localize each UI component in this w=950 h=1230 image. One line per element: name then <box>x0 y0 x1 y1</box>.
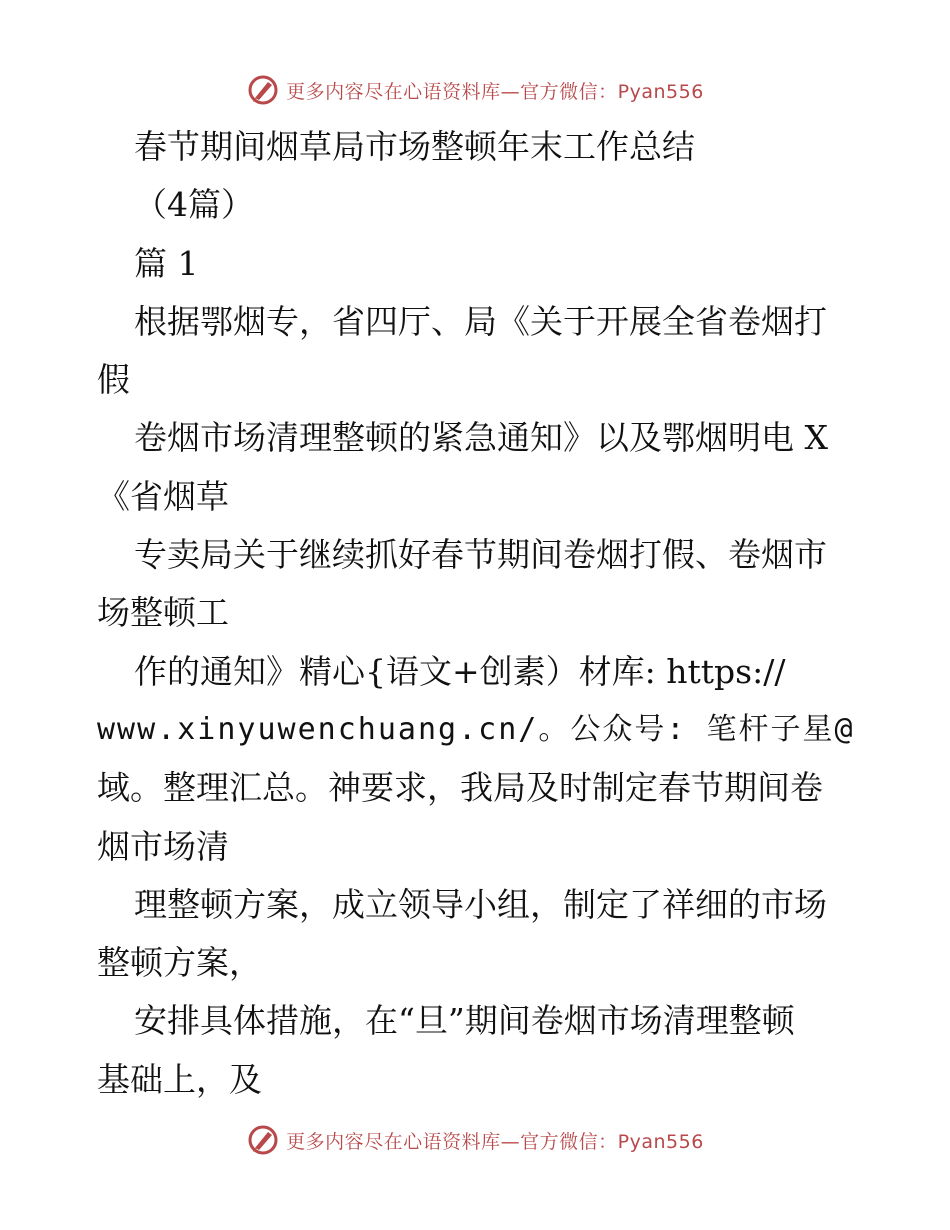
paragraph-line: 场整顿工 <box>97 593 229 633</box>
paragraph-line: 根据鄂烟专，省四厅、局《关于开展全省卷烟打 <box>134 301 827 341</box>
paragraph-line: 烟市场清 <box>97 826 229 866</box>
watermark-group <box>246 73 704 107</box>
pen-logo-icon <box>246 1123 280 1157</box>
document-subtitle: （4篇） <box>134 185 254 225</box>
document-body <box>97 118 857 1109</box>
section-heading: 篇 1 <box>134 243 199 283</box>
watermark-header <box>0 70 950 110</box>
paragraph-line: 《省烟草 <box>97 476 229 516</box>
paragraph-line: 作的通知》精心{语文+创素）材库: https:// <box>134 651 786 691</box>
paragraph-line: 假 <box>97 360 130 400</box>
paragraph-line: 卷烟市场清理整顿的紧急通知》以及鄂烟明电 X <box>134 418 828 458</box>
pen-logo-icon <box>246 73 280 107</box>
watermark-text: 更多内容尽在心语资料库—官方微信：Pyan556 <box>286 1130 704 1153</box>
watermark-footer <box>0 1120 950 1160</box>
paragraph-line: 整顿方案， <box>97 943 262 983</box>
watermark-text: 更多内容尽在心语资料库—官方微信：Pyan556 <box>286 80 704 103</box>
paragraph-line: 理整顿方案，成立领导小组，制定了祥细的市场 <box>134 884 827 924</box>
paragraph-line: 安排具体措施，在“旦”期间卷烟市场清理整顿 <box>134 1001 795 1041</box>
watermark-group <box>246 1123 704 1157</box>
paragraph-line-url: www.xinyuwenchuang.cn/。公众号: 笔杆子星@ <box>97 711 855 747</box>
paragraph-line: 专卖局关于继续抓好春节期间卷烟打假、卷烟市 <box>134 535 827 575</box>
document-title: 春节期间烟草局市场整顿年末工作总结 <box>134 127 695 166</box>
paragraph-line: 域。整理汇总。神要求，我局及时制定春节期间卷 <box>97 768 823 808</box>
paragraph-line: 基础上，及 <box>97 1059 262 1099</box>
